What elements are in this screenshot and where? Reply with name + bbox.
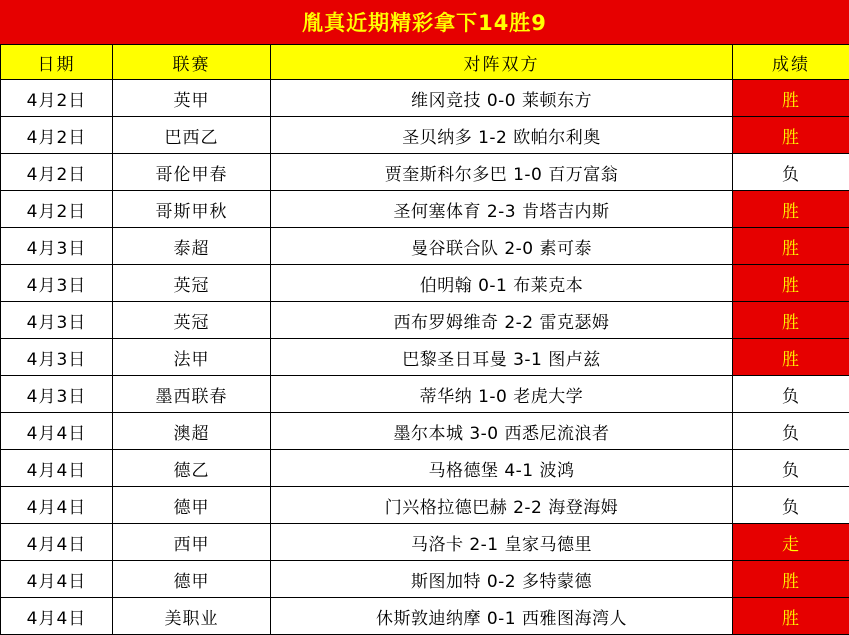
match-date: 4月3日 xyxy=(1,376,113,413)
match-date: 4月3日 xyxy=(1,339,113,376)
match-result: 胜 xyxy=(733,191,849,228)
table-row xyxy=(1,598,849,635)
match-league: 哥伦甲春 xyxy=(113,154,271,191)
match-result: 胜 xyxy=(733,117,849,154)
match-league: 德乙 xyxy=(113,450,271,487)
match-teams: 门兴格拉德巴赫 2-2 海登海姆 xyxy=(271,487,733,524)
match-teams: 圣何塞体育 2-3 肯塔吉内斯 xyxy=(271,191,733,228)
match-date: 4月3日 xyxy=(1,302,113,339)
match-result: 负 xyxy=(733,413,849,450)
match-date: 4月4日 xyxy=(1,487,113,524)
match-teams: 巴黎圣日耳曼 3-1 图卢兹 xyxy=(271,339,733,376)
match-result: 走 xyxy=(733,524,849,561)
match-result: 胜 xyxy=(733,80,849,117)
table-row xyxy=(1,117,849,154)
match-result: 胜 xyxy=(733,302,849,339)
match-result: 胜 xyxy=(733,265,849,302)
match-league: 泰超 xyxy=(113,228,271,265)
table-row xyxy=(1,191,849,228)
match-teams: 马格德堡 4-1 波鸿 xyxy=(271,450,733,487)
column-header-date: 日期 xyxy=(1,45,113,80)
table-row xyxy=(1,265,849,302)
match-teams: 贾奎斯科尔多巴 1-0 百万富翁 xyxy=(271,154,733,191)
match-teams: 休斯敦迪纳摩 0-1 西雅图海湾人 xyxy=(271,598,733,635)
column-header-result: 成绩 xyxy=(733,45,849,80)
match-league: 英甲 xyxy=(113,80,271,117)
match-result: 胜 xyxy=(733,561,849,598)
match-teams: 蒂华纳 1-0 老虎大学 xyxy=(271,376,733,413)
table-row xyxy=(1,561,849,598)
match-result: 负 xyxy=(733,154,849,191)
match-date: 4月4日 xyxy=(1,413,113,450)
match-league: 法甲 xyxy=(113,339,271,376)
match-teams: 墨尔本城 3-0 西悉尼流浪者 xyxy=(271,413,733,450)
match-date: 4月3日 xyxy=(1,228,113,265)
column-header-league: 联赛 xyxy=(113,45,271,80)
table-row xyxy=(1,524,849,561)
match-league: 德甲 xyxy=(113,487,271,524)
match-league: 墨西联春 xyxy=(113,376,271,413)
match-teams: 伯明翰 0-1 布莱克本 xyxy=(271,265,733,302)
match-league: 英冠 xyxy=(113,265,271,302)
match-date: 4月4日 xyxy=(1,598,113,635)
match-league: 澳超 xyxy=(113,413,271,450)
match-league: 美职业 xyxy=(113,598,271,635)
match-result: 负 xyxy=(733,376,849,413)
table-row xyxy=(1,487,849,524)
table-body xyxy=(1,80,849,635)
match-date: 4月2日 xyxy=(1,80,113,117)
column-header-match: 对阵双方 xyxy=(271,45,733,80)
match-teams: 斯图加特 0-2 多特蒙德 xyxy=(271,561,733,598)
match-league: 西甲 xyxy=(113,524,271,561)
match-league: 哥斯甲秋 xyxy=(113,191,271,228)
table-row xyxy=(1,339,849,376)
match-league: 英冠 xyxy=(113,302,271,339)
match-teams: 圣贝纳多 1-2 欧帕尔利奥 xyxy=(271,117,733,154)
match-date: 4月2日 xyxy=(1,117,113,154)
match-date: 4月2日 xyxy=(1,154,113,191)
match-teams: 曼谷联合队 2-0 素可泰 xyxy=(271,228,733,265)
match-result: 胜 xyxy=(733,339,849,376)
page-title: 胤真近期精彩拿下14胜9 xyxy=(0,0,849,44)
table-row xyxy=(1,450,849,487)
match-date: 4月4日 xyxy=(1,561,113,598)
match-date: 4月3日 xyxy=(1,265,113,302)
match-date: 4月4日 xyxy=(1,524,113,561)
match-teams: 西布罗姆维奇 2-2 雷克瑟姆 xyxy=(271,302,733,339)
table-row xyxy=(1,376,849,413)
table-row xyxy=(1,413,849,450)
match-result: 胜 xyxy=(733,598,849,635)
table-header-row xyxy=(1,45,849,80)
match-result: 胜 xyxy=(733,228,849,265)
table-row xyxy=(1,228,849,265)
table-row xyxy=(1,154,849,191)
match-results-table xyxy=(0,44,849,635)
table-row xyxy=(1,80,849,117)
match-league: 巴西乙 xyxy=(113,117,271,154)
match-teams: 维冈竞技 0-0 莱顿东方 xyxy=(271,80,733,117)
table-row xyxy=(1,302,849,339)
match-result: 负 xyxy=(733,487,849,524)
match-teams: 马洛卡 2-1 皇家马德里 xyxy=(271,524,733,561)
match-date: 4月4日 xyxy=(1,450,113,487)
match-league: 德甲 xyxy=(113,561,271,598)
match-result: 负 xyxy=(733,450,849,487)
match-date: 4月2日 xyxy=(1,191,113,228)
